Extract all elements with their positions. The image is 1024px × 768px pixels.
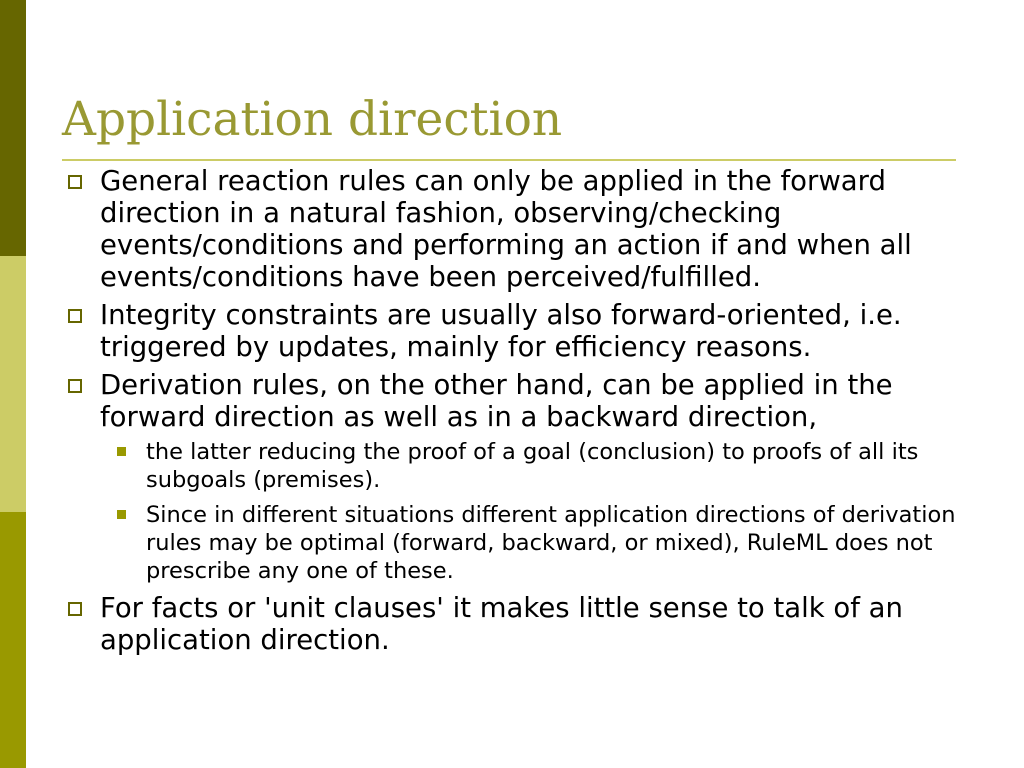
filled-square-bullet-icon [117, 447, 126, 456]
sub-bullet-item [100, 438, 992, 494]
bullet-item [62, 592, 992, 656]
bullet-item [62, 369, 992, 585]
bullet-item [62, 165, 992, 293]
bullet-item [62, 299, 992, 363]
bullet-text: General reaction rules can only be applied in the forward direction in a natural fashion, observing/checking events/conditions and performing an action if and when all events/conditions have been perceived/fulfilled. [100, 165, 912, 293]
hollow-square-bullet-icon [68, 602, 82, 616]
bullet-text: Derivation rules, on the other hand, can be applied in the forward direction as well as in a backward direction, [100, 369, 893, 433]
hollow-square-bullet-icon [68, 175, 82, 189]
decorative-bar-middle [0, 256, 26, 512]
sub-bullet-text: Since in different situations different application directions of derivation rules may be optimal (forward, backward, or mixed), RuleML does not prescribe any one of these. [146, 502, 956, 584]
bullet-text: For facts or 'unit clauses' it makes little sense to talk of an application direction. [100, 592, 903, 656]
bullet-text: Integrity constraints are usually also forward-oriented, i.e. triggered by updates, mainly for efficiency reasons. [100, 299, 902, 363]
filled-square-bullet-icon [117, 510, 126, 519]
hollow-square-bullet-icon [68, 379, 82, 393]
sub-bullet-item [100, 501, 992, 585]
slide-content [62, 165, 992, 662]
decorative-bar-bottom [0, 512, 26, 768]
title-underline [62, 159, 956, 161]
bullet-list [62, 165, 992, 656]
decorative-bar-top [0, 0, 26, 256]
hollow-square-bullet-icon [68, 309, 82, 323]
sub-bullet-text: the latter reducing the proof of a goal (conclusion) to proofs of all its subgoals (premises). [146, 439, 919, 493]
slide-title: Application direction [62, 92, 563, 147]
sub-bullet-list [100, 438, 992, 585]
